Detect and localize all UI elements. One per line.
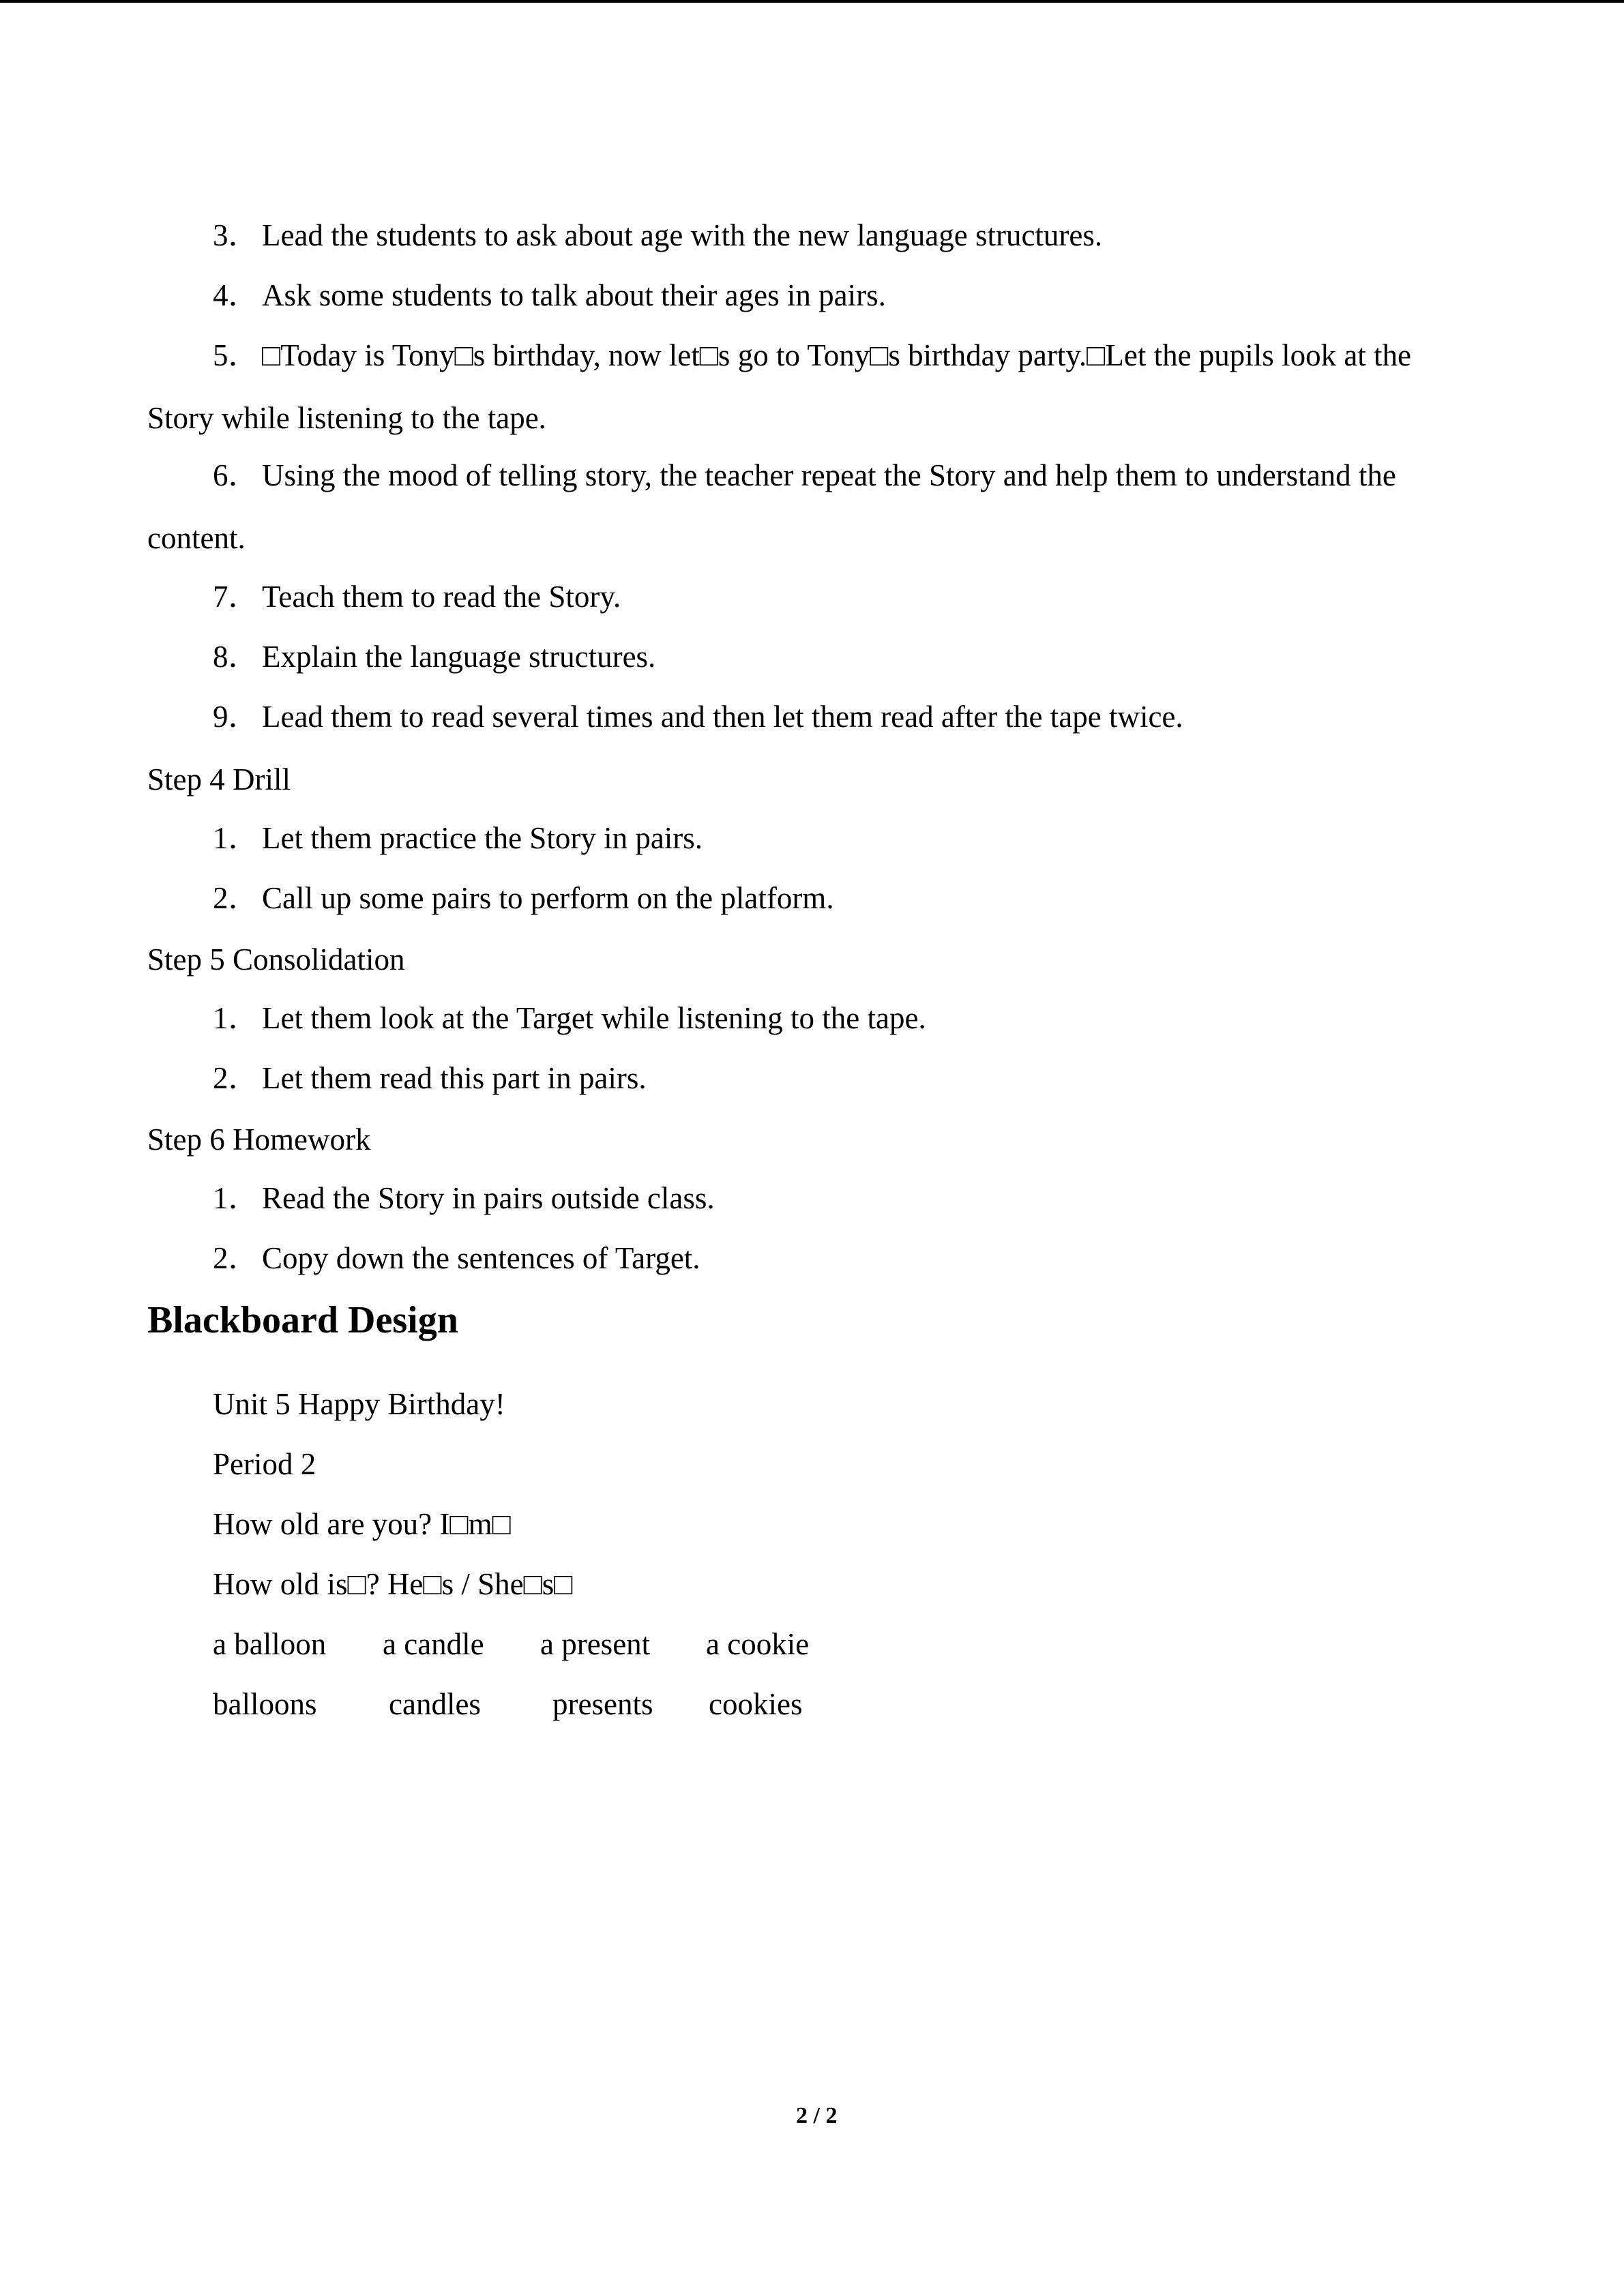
step-item-8 — [213, 638, 655, 675]
step-6-item-1 — [213, 1180, 715, 1217]
step-6-title: Step 6 Homework — [147, 1122, 371, 1157]
step-item-6-continuation: content. — [147, 521, 246, 555]
item-number: 2． — [213, 1241, 259, 1275]
step-item-5-continuation: Story while listening to the tape. — [147, 401, 546, 435]
item-text: Let them read this part in pairs. — [262, 1061, 647, 1095]
plural-word: candles — [389, 1687, 481, 1721]
step-5-item-2 — [213, 1060, 647, 1097]
item-number: 5． — [213, 338, 259, 372]
step-5-title: Step 5 Consolidation — [147, 942, 405, 976]
item-text: Copy down the sentences of Target. — [262, 1241, 700, 1275]
step-4-title: Step 4 Drill — [147, 762, 291, 796]
plural-word: presents — [552, 1687, 653, 1721]
item-text: Read the Story in pairs outside class. — [262, 1181, 715, 1215]
step-item-5 — [213, 337, 1411, 374]
item-text: □Today is Tony□s birthday, now let□s go to Tony□s birthday party.□Let the pupils look at the — [262, 338, 1412, 372]
step-6-item-2 — [213, 1240, 700, 1277]
item-text: Explain the language structures. — [262, 640, 656, 674]
singular-word: a candle — [383, 1627, 484, 1661]
step-4-item-1 — [213, 820, 703, 856]
item-text: Ask some students to talk about their ages in pairs. — [262, 278, 886, 312]
blackboard-design-heading: Blackboard Design — [147, 1299, 458, 1341]
step-item-3 — [213, 217, 1102, 254]
item-number: 4． — [213, 278, 259, 312]
step-item-7 — [213, 578, 621, 615]
item-text: Using the mood of telling story, the teacher repeat the Story and help them to understand the — [262, 458, 1396, 492]
item-number: 3． — [213, 218, 259, 252]
blackboard-unit-title: Unit 5 Happy Birthday! — [213, 1387, 505, 1421]
step-4-item-2 — [213, 880, 834, 916]
singular-word: a cookie — [706, 1627, 810, 1661]
blackboard-period: Period 2 — [213, 1447, 316, 1481]
item-number: 2． — [213, 881, 259, 915]
step-item-6 — [213, 457, 1396, 494]
item-number: 1． — [213, 821, 259, 855]
blackboard-question-2: How old is□? He□s / She□s□ — [213, 1567, 573, 1601]
singular-word: a balloon — [213, 1627, 327, 1661]
step-item-9 — [213, 698, 1183, 735]
item-text: Let them look at the Target while listening to the tape. — [262, 1001, 926, 1035]
item-text: Lead them to read several times and then let them read after the tape twice. — [262, 700, 1183, 734]
item-number: 9． — [213, 700, 259, 734]
step-5-item-1 — [213, 1000, 926, 1037]
page-number: 2 / 2 — [796, 2103, 838, 2128]
item-text: Teach them to read the Story. — [262, 580, 621, 614]
item-number: 1． — [213, 1181, 259, 1215]
item-number: 8． — [213, 640, 259, 674]
item-text: Call up some pairs to perform on the platform. — [262, 881, 834, 915]
plural-word: balloons — [213, 1687, 317, 1721]
item-text: Lead the students to ask about age with the new language structures. — [262, 218, 1103, 252]
item-number: 7． — [213, 580, 259, 614]
item-number: 1． — [213, 1001, 259, 1035]
item-number: 2． — [213, 1061, 259, 1095]
item-number: 6． — [213, 458, 259, 492]
blackboard-question-1: How old are you? I□m□ — [213, 1507, 511, 1541]
item-text: Let them practice the Story in pairs. — [262, 821, 703, 855]
step-item-4 — [213, 277, 886, 314]
singular-word: a present — [540, 1627, 651, 1661]
plural-word: cookies — [709, 1687, 803, 1721]
